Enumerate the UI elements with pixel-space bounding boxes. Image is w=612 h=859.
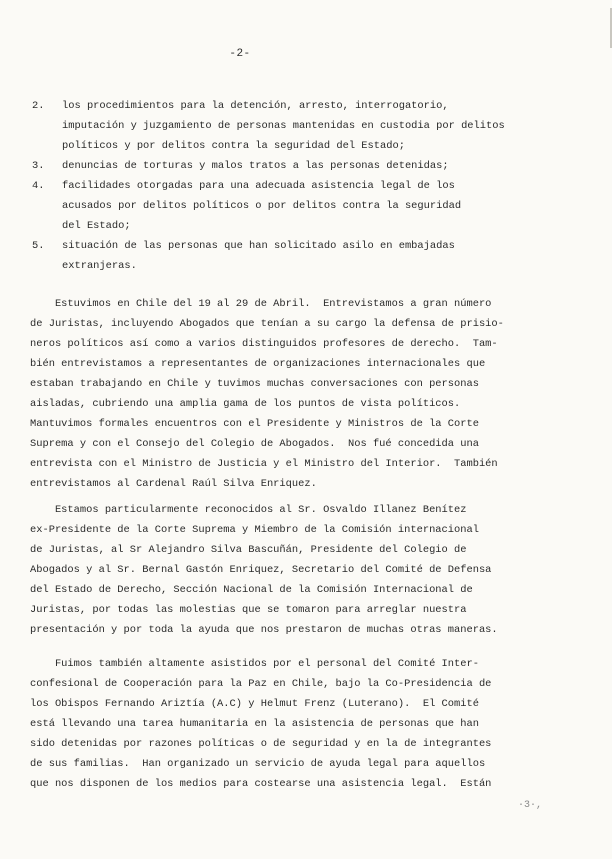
text-line: Juristas, por todas las molestias que se tomaron para arreglar nuestra [30, 604, 467, 616]
text-line: aisladas, cubriendo una amplia gama de los puntos de vista políticos. [30, 398, 461, 410]
list-item-number: 2. [32, 100, 45, 112]
list-item [32, 236, 502, 276]
text-line: de sus familias. Han organizado un servicio de ayuda legal para aquellos [30, 758, 486, 770]
list-item-number: 3. [32, 160, 45, 172]
paragraph-acknowledgements [30, 500, 520, 640]
text-line: políticos y por delitos contra la seguridad del Estado; [62, 140, 405, 152]
list-item [32, 156, 502, 176]
text-line: presentación y por toda la ayuda que nos prestaron de muchas otras maneras. [30, 624, 498, 636]
list-item-text [62, 176, 502, 236]
text-line: Fuimos también altamente asistidos por el personal del Comité Inter- [30, 658, 479, 670]
list-item-text [62, 236, 502, 276]
list-item [32, 96, 505, 156]
text-line: estaban trabajando en Chile y tuvimos muchas conversaciones con personas [30, 378, 479, 390]
text-line: acusados por delitos políticos o por delitos contra la seguridad [62, 200, 462, 212]
list-item-number: 4. [32, 180, 45, 192]
text-line: los procedimientos para la detención, arresto, interrogatorio, [62, 100, 449, 112]
text-line: imputación y juzgamiento de personas mantenidas en custodia por delitos [62, 120, 505, 132]
text-line: facilidades otorgadas para una adecuada asistencia legal de los [62, 180, 455, 192]
text-line: neros políticos así como a varios distinguidos profesores de derecho. Tam- [30, 338, 498, 350]
text-line: entrevistamos al Cardenal Raúl Silva Enriquez. [30, 478, 317, 490]
list-item-number: 5. [32, 240, 45, 252]
paragraph-committee [30, 654, 520, 794]
text-line: bién entrevistamos a representantes de organizaciones internacionales que [30, 358, 486, 370]
text-line: denuncias de torturas y malos tratos a las personas detenidas; [62, 160, 449, 172]
text-line: del Estado de Derecho, Sección Nacional de la Comisión Internacional de [30, 584, 473, 596]
text-line: de Juristas, incluyendo Abogados que tenían a su cargo la defensa de prisio- [30, 318, 504, 330]
text-line: de Juristas, al Sr Alejandro Silva Bascuñán, Presidente del Colegio de [30, 544, 467, 556]
text-line: sido detenidas por razones políticas o de seguridad y en la de integrantes [30, 738, 492, 750]
text-line: Estamos particularmente reconocidos al Sr. Osvaldo Illanez Benítez [30, 504, 467, 516]
list-item-text [62, 156, 502, 176]
text-line: situación de las personas que han solicitado asilo en embajadas [62, 240, 455, 252]
text-line: los Obispos Fernando Ariztía (A.C) y Helmut Frenz (Luterano). El Comité [30, 698, 479, 710]
text-line: está llevando una tarea humanitaria en la asistencia de personas que han [30, 718, 479, 730]
numbered-list [32, 96, 505, 276]
text-line: Suprema y con el Consejo del Colegio de Abogados. Nos fué concedida una [30, 438, 479, 450]
list-item [32, 176, 502, 236]
text-line: que nos disponen de los medios para costearse una asistencia legal. Están [30, 778, 492, 790]
list-item-text [62, 96, 505, 156]
text-line: ex-Presidente de la Corte Suprema y Miembro de la Comisión internacional [30, 524, 479, 536]
marginal-note: ·3·, [517, 800, 542, 811]
text-line: del Estado; [62, 220, 131, 232]
text-line: Estuvimos en Chile del 19 al 29 de Abril. Entrevistamos a gran número [30, 298, 492, 310]
text-line: Mantuvimos formales encuentros con el Presidente y Ministros de la Corte [30, 418, 479, 430]
text-line: extranjeras. [62, 260, 137, 272]
text-line: Abogados y al Sr. Bernal Gastón Enriquez, Secretario del Comité de Defensa [30, 564, 492, 576]
page-number: -2- [229, 48, 251, 60]
text-line: confesional de Cooperación para la Paz en Chile, bajo la Co-Presidencia de [30, 678, 492, 690]
text-line: entrevista con el Ministro de Justicia y el Ministro del Interior. También [30, 458, 498, 470]
paragraph-visit [30, 294, 520, 494]
